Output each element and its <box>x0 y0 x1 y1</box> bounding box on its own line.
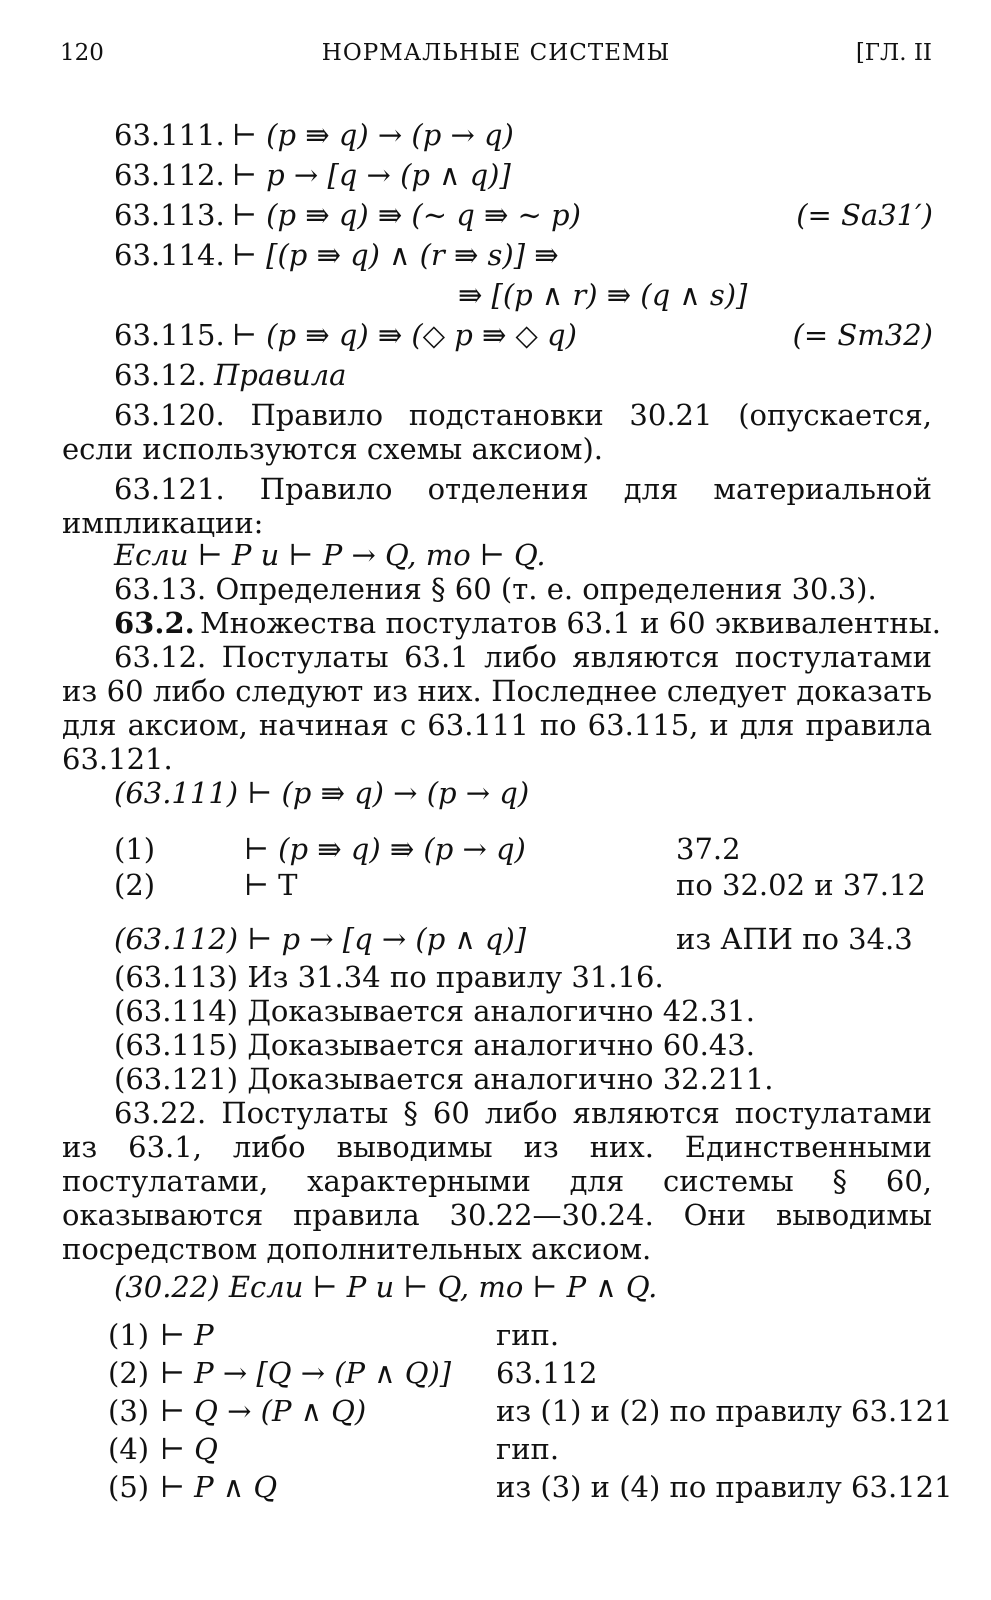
proof-step-formula: ⊢ P ∧ Q <box>160 1470 278 1504</box>
proof-step-number: (5) <box>108 1470 150 1504</box>
short-proof: (63.114) Доказывается аналогично 42.31. <box>114 994 755 1028</box>
proof-step-formula: ⊢ Q → (P ∧ Q) <box>160 1394 367 1428</box>
paragraph-63-121: 63.121. Правило отделения для материальной импликации: <box>62 472 932 540</box>
axiom-number: 63.114. <box>114 238 225 272</box>
rule-statement: Если ⊢ P и ⊢ P → Q, то ⊢ Q. <box>114 538 546 572</box>
proof-step-formula: ⊢ P <box>160 1318 214 1352</box>
proof-step-formula: ⊢ T <box>244 868 298 902</box>
axiom-formula: ⊢ (p ⇛ q) ⇛ (◇ p ⇛ ◇ q) <box>232 318 577 352</box>
running-header <box>60 40 932 80</box>
proof-step-number: (4) <box>108 1432 150 1466</box>
proof-step-justification: из (3) и (4) по правилу 63.121 <box>496 1470 953 1504</box>
short-proof: (63.113) Из 31.34 по правилу 31.16. <box>114 960 664 994</box>
axiom-number: 63.111. <box>114 118 225 152</box>
axiom-number: 63.113. <box>114 198 225 232</box>
proof-step-number: (1) <box>108 1318 150 1352</box>
axiom-formula: ⊢ p → [q → (p ∧ q)] <box>232 158 511 192</box>
proof-step-formula: ⊢ Q <box>160 1432 218 1466</box>
proof-step-justification: 37.2 <box>676 832 741 866</box>
axiom-number: 63.112. <box>114 158 225 192</box>
proof-step-justification: по 32.02 и 37.12 <box>676 868 926 902</box>
axiom-reference: (= Sa31′) <box>796 198 933 232</box>
section-heading: Правила <box>214 358 347 392</box>
page-number: 120 <box>60 40 104 66</box>
paragraph-63-120: 63.120. Правило подстановки 30.21 (опускается, если используются схемы аксиом). <box>62 398 932 466</box>
proof-step-formula: ⊢ (p ⇛ q) ⇛ (p → q) <box>244 832 526 866</box>
paragraph-63-22: 63.22. Постулаты § 60 либо являются постулатами из 63.1, либо выводимы из них. Единственными постулатами, характерными для системы § 60, оказываются правила 30.22—30.24. Они выводимы посредством дополнительных аксиом. <box>62 1096 932 1266</box>
chapter-label: [ГЛ. II <box>855 40 932 66</box>
proof-step-number: (1) <box>114 832 156 866</box>
paragraph-proof-intro: 63.12. Постулаты 63.1 либо являются постулатами из 60 либо следуют из них. Последнее следует доказать для аксиом, начиная с 63.111 по 63.115, и для правила 63.121. <box>62 640 932 776</box>
proof-justification: из АПИ по 34.3 <box>676 922 913 956</box>
axiom-formula: ⊢ (p ⇛ q) ⇛ (∼ q ⇛ ∼ p) <box>232 198 581 232</box>
proof-step-justification: гип. <box>496 1432 560 1466</box>
short-proof: (63.115) Доказывается аналогично 60.43. <box>114 1028 755 1062</box>
running-title: НОРМАЛЬНЫЕ СИСТЕМЫ <box>321 40 671 66</box>
proof-heading: (63.112) ⊢ p → [q → (p ∧ q)] <box>114 922 527 956</box>
proof-step-number: (2) <box>114 868 156 902</box>
proof-step-justification: гип. <box>496 1318 560 1352</box>
proof-step-number: (3) <box>108 1394 150 1428</box>
theorem-statement: Множества постулатов 63.1 и 60 эквивалентны. <box>200 606 942 640</box>
proof-step-justification: из (1) и (2) по правилу 63.121 <box>496 1394 953 1428</box>
paragraph-63-13: 63.13. Определения § 60 (т. е. определения 30.3). <box>114 572 877 606</box>
proof-heading: (63.111) ⊢ (p ⇛ q) → (p → q) <box>114 776 530 810</box>
axiom-formula-continued: ⇛ [(p ∧ r) ⇛ (q ∧ s)] <box>458 278 748 312</box>
proof-step-justification: 63.112 <box>496 1356 598 1390</box>
section-number: 63.12. <box>114 358 207 392</box>
axiom-number: 63.115. <box>114 318 225 352</box>
proof-step-number: (2) <box>108 1356 150 1390</box>
axiom-formula: ⊢ [(p ⇛ q) ∧ (r ⇛ s)] ⇛ <box>232 238 559 272</box>
theorem-number: 63.2. <box>114 606 195 640</box>
axiom-reference: (= Sm32) <box>792 318 933 352</box>
proof-step-formula: ⊢ P → [Q → (P ∧ Q)] <box>160 1356 452 1390</box>
short-proof: (63.121) Доказывается аналогично 32.211. <box>114 1062 774 1096</box>
proof-heading: (30.22) Если ⊢ P и ⊢ Q, то ⊢ P ∧ Q. <box>114 1270 658 1304</box>
axiom-formula: ⊢ (p ⇛ q) → (p → q) <box>232 118 514 152</box>
